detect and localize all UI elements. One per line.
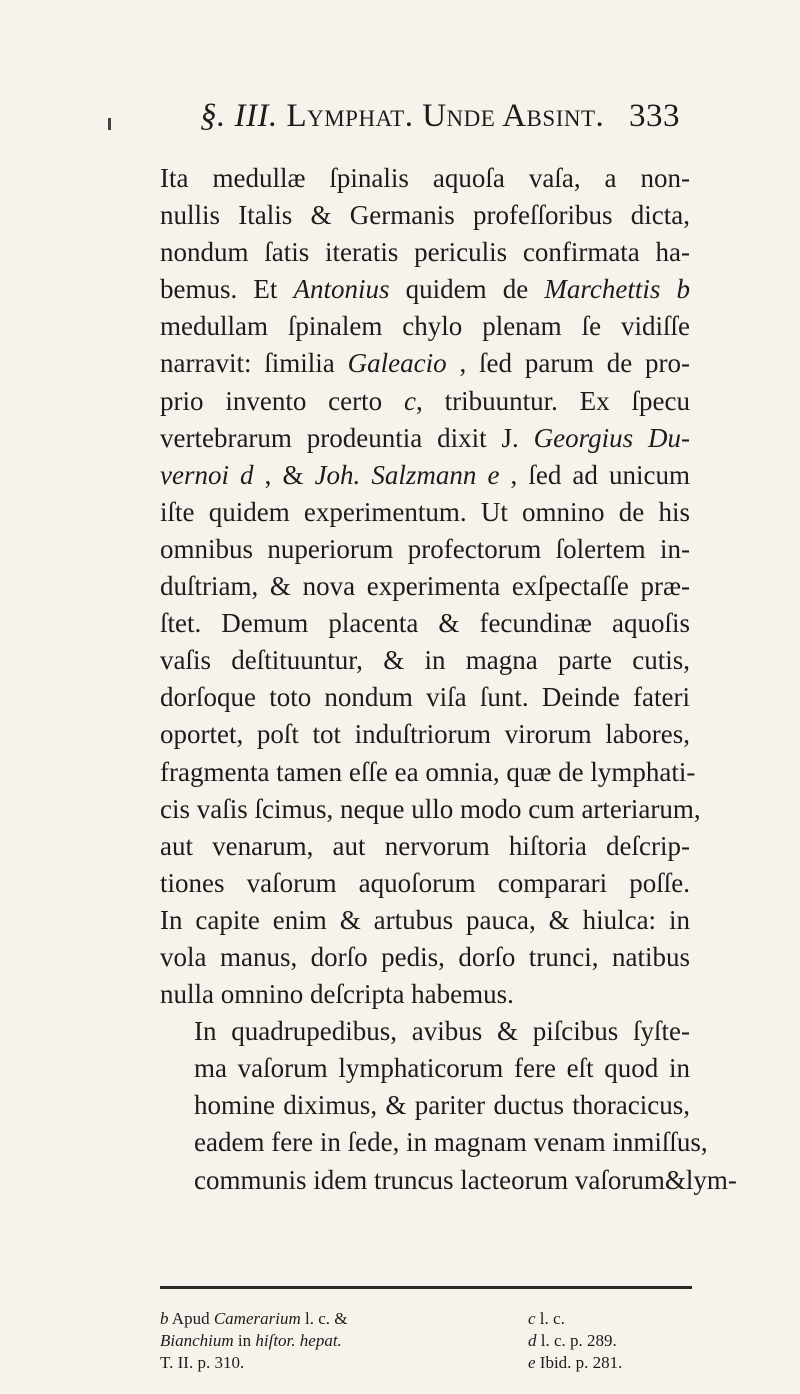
text-run: bemus. Et: [160, 274, 294, 305]
text-run: nulla omnino deſcripta habemus.: [160, 979, 514, 1010]
text-run: aut venarum, aut nervorum hiſtoria deſcrip-: [160, 830, 690, 861]
text-line: [160, 865, 690, 902]
footnote-line: [160, 1330, 490, 1352]
paragraph: [160, 1013, 737, 1198]
footnotes-right-column: [528, 1308, 708, 1374]
text-run: nondum ſatis iteratis periculis confirmata ha-: [160, 237, 690, 268]
text-run: cis vaſis ſcimus, neque ullo modo cum arteriarum,: [160, 793, 701, 824]
section-number: §. III.: [200, 98, 278, 134]
text-run: fragmenta tamen eſſe ea omnia, quæ de lymphati-: [160, 756, 696, 787]
text-line: [160, 197, 690, 234]
text-line: [160, 568, 690, 605]
text-run: , ſed ad unicum: [499, 459, 690, 490]
text-run: In capite enim & artubus pauca, & hiulca: in: [160, 904, 690, 935]
text-run: oportet, poſt tot induſtriorum virorum labores,: [160, 719, 690, 750]
text-line: [160, 679, 690, 716]
footnote-line: [160, 1308, 490, 1330]
text-line: [160, 308, 690, 345]
text-line: [160, 791, 701, 828]
italic-run: c: [528, 1309, 536, 1328]
text-run: iſte quidem experimentum. Ut omnino de his: [160, 496, 690, 527]
text-line: [160, 716, 690, 753]
italic-run: hiſtor. hepat.: [255, 1331, 342, 1350]
footnotes-left-column: [160, 1308, 490, 1374]
text-run: vertebrarum prodeuntia dixit J.: [160, 422, 534, 453]
text-run: medullam ſpinalem chylo plenam ſe vidiſſe: [160, 311, 690, 342]
text-line: [160, 457, 690, 494]
text-line: [160, 494, 690, 531]
text-run: eadem fere in ſede, in magnam venam inmiſſus,: [194, 1127, 708, 1158]
text-run: omnibus nuperiorum profectorum ſolertem in-: [160, 533, 690, 564]
text-run: vaſis deſtituuntur, & in magna parte cutis,: [160, 645, 690, 676]
text-line: [160, 642, 690, 679]
footnote-line: [528, 1330, 708, 1352]
italic-run: Camerarium: [213, 1309, 301, 1328]
text-run: prio invento certo: [160, 385, 404, 416]
italic-run: b: [160, 1309, 169, 1328]
italic-run: Marchettis b: [544, 274, 690, 305]
text-run: in: [233, 1331, 256, 1350]
italic-run: e: [528, 1353, 536, 1372]
running-head: [200, 96, 680, 136]
text-line: [160, 828, 690, 865]
text-run: tiones vaſorum aquoſorum comparari poſſe.: [160, 867, 690, 898]
footnote-rule: [160, 1286, 692, 1289]
text-run: quidem de: [389, 274, 545, 305]
text-run: dorſoque toto nondum viſa ſunt. Deinde fateri: [160, 682, 690, 713]
text-run: , &: [253, 459, 315, 490]
text-run: vola manus, dorſo pedis, dorſo trunci, natibus: [160, 941, 690, 972]
text-run: , tribuuntur. Ex ſpecu: [415, 385, 690, 416]
text-run: ſtet. Demum placenta & fecundinæ aquoſis: [160, 608, 690, 639]
text-line: [160, 1124, 708, 1161]
text-line: [160, 754, 696, 791]
text-run: T. II. p. 310.: [160, 1353, 245, 1372]
text-run: l. c. &: [300, 1309, 348, 1328]
text-line: [160, 345, 690, 382]
text-run: Ita medullæ ſpinalis aquoſa vaſa, a non-: [160, 163, 690, 193]
text-line: [160, 383, 690, 420]
text-run: ma vaſorum lymphaticorum fere eſt quod in: [194, 1053, 690, 1084]
italic-run: vernoi d: [160, 459, 254, 490]
text-line: [160, 1050, 690, 1087]
italic-run: Galeacio: [347, 348, 447, 379]
text-line: [160, 234, 690, 271]
text-line: [160, 976, 690, 1013]
paragraph: [160, 160, 701, 1013]
text-line: [160, 1162, 737, 1199]
text-run: In quadrupedibus, avibus & piſcibus ſyſte-: [194, 1016, 690, 1047]
italic-run: c: [404, 385, 416, 416]
running-title: Lymphat. Unde Absint.: [286, 98, 605, 134]
text-run: Ibid. p. 281.: [535, 1353, 623, 1372]
text-run: l. c.: [535, 1309, 565, 1328]
italic-run: Bianchium: [160, 1331, 234, 1350]
text-run: communis idem truncus lacteorum vaſorum&lym-: [194, 1164, 737, 1195]
italic-run: Antonius: [293, 274, 390, 305]
text-line: [160, 605, 690, 642]
text-line: [160, 420, 690, 457]
italic-run: d: [528, 1331, 537, 1350]
footnote-line: [160, 1352, 490, 1374]
text-run: Apud: [168, 1309, 214, 1328]
text-line: [160, 939, 690, 976]
text-line: [160, 271, 690, 308]
italic-run: Georgius Du-: [533, 422, 690, 453]
text-line: [160, 1013, 690, 1050]
page-number: 333: [629, 98, 680, 134]
margin-mark: [108, 118, 111, 130]
italic-run: Joh. Salzmann e: [314, 459, 500, 490]
text-run: narravit: ſimilia: [160, 348, 348, 379]
footnote-line: [528, 1352, 708, 1374]
text-run: homine diximus, & pariter ductus thoracicus,: [194, 1090, 690, 1121]
body-text: [160, 160, 737, 1199]
text-run: duſtriam, & nova experimenta exſpectaſſe præ-: [160, 571, 690, 602]
text-run: nullis Italis & Germanis profeſſoribus dicta,: [160, 200, 690, 231]
text-line: [160, 1087, 690, 1124]
text-line: [160, 531, 690, 568]
text-run: l. c. p. 289.: [536, 1331, 617, 1350]
text-line: [160, 902, 690, 939]
text-line: [160, 160, 690, 197]
footnote-line: [528, 1308, 708, 1330]
text-run: , ſed parum de pro-: [446, 348, 690, 379]
